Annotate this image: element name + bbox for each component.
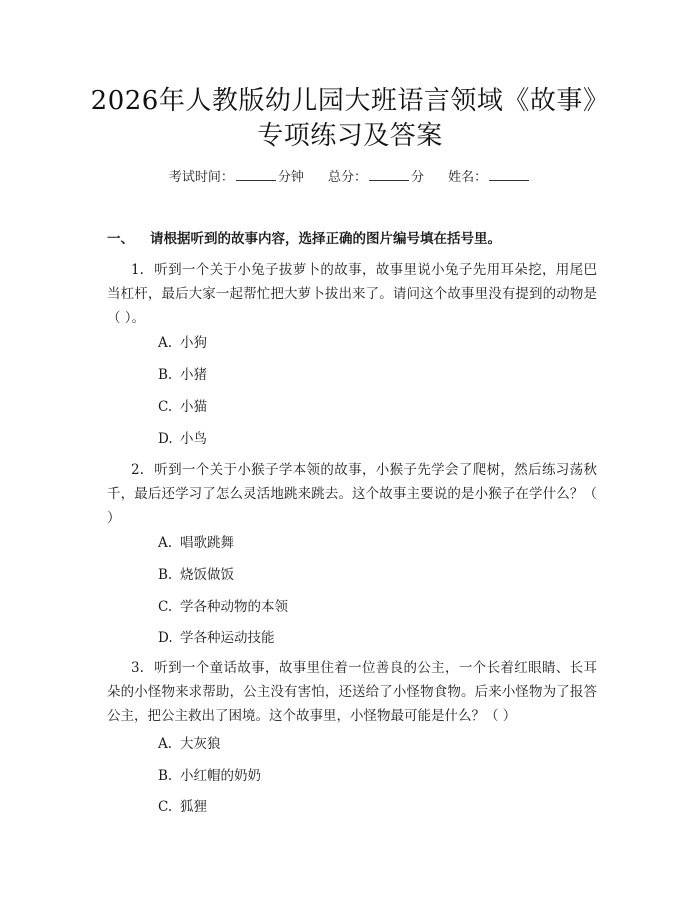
question-number: 3. [131,660,144,676]
student-name-blank [489,168,529,181]
total-score-label: 总分： [327,170,367,185]
option-letter: B. [158,367,173,383]
option-letter: D. [158,630,173,646]
option-text: 学各种运动技能 [180,630,275,646]
student-name-field [448,170,531,185]
question-3 [107,656,597,728]
section-heading [107,229,501,249]
option-d [158,429,207,449]
option-a [158,333,207,353]
option-b [158,766,261,786]
option-letter: A. [158,535,173,551]
option-letter: B. [158,768,173,784]
section-instruction: 请根据听到的故事内容，选择正确的图片编号填在括号里。 [150,231,501,247]
option-d [158,628,275,648]
option-c [158,797,207,817]
option-text: 学各种动物的本领 [180,599,288,615]
option-letter: D. [158,431,173,447]
question-number: 2. [131,462,144,478]
total-score-blank [369,168,409,181]
question-1 [107,258,597,330]
document-title-line2: 专项练习及答案 [257,121,443,151]
option-letter: C. [158,399,173,415]
option-text: 小红帽的奶奶 [180,768,261,784]
option-text: 狐狸 [180,799,207,815]
option-b [158,365,207,385]
document-title-line1: 2026年人教版幼儿园大班语言领域《故事》 [90,86,610,116]
option-text: 唱歌跳舞 [180,535,234,551]
exam-time-unit: 分钟 [277,170,304,185]
question-text: 听到一个童话故事，故事里住着一位善良的公主，一个长着红眼睛、长耳朵的小怪物来求帮助，公主没有害怕，还送给了小怪物食物。后来小怪物为了报答公主，把公主救出了困境。这个故事里，小怪物最可能是什么？（ ） [107,660,597,724]
section-number: 一、 [107,231,134,247]
option-text: 小鸟 [180,431,207,447]
total-score-unit: 分 [411,170,425,185]
option-text: 小猫 [180,399,207,415]
exam-time-label: 考试时间： [168,170,234,185]
exam-info-line [0,168,700,188]
exam-time-field [169,170,308,185]
option-a [158,533,234,553]
question-number: 1. [131,262,144,278]
option-letter: C. [158,799,173,815]
question-text: 听到一个关于小兔子拔萝卜的故事，故事里说小兔子先用耳朵挖，用尾巴当杠杆，最后大家一起帮忙把大萝卜拔出来了。请问这个故事里没有提到的动物是（ ）。 [107,262,597,326]
total-score-field [328,170,428,185]
question-text: 听到一个关于小猴子学本领的故事，小猴子先学会了爬树，然后练习荡秋千，最后还学习了怎么灵活地跳来跳去。这个故事主要说的是小猴子在学什么？（ ） [107,462,597,526]
exam-time-blank [236,168,276,181]
option-letter: B. [158,567,173,583]
question-2 [107,458,597,530]
option-letter: A. [158,736,173,752]
option-b [158,565,234,585]
option-a [158,734,221,754]
option-letter: C. [158,599,173,615]
option-c [158,397,207,417]
option-text: 小猪 [180,367,207,383]
option-letter: A. [158,335,173,351]
option-text: 烧饭做饭 [180,567,234,583]
option-c [158,597,288,617]
student-name-label: 姓名： [448,170,488,185]
option-text: 大灰狼 [180,736,221,752]
option-text: 小狗 [180,335,207,351]
